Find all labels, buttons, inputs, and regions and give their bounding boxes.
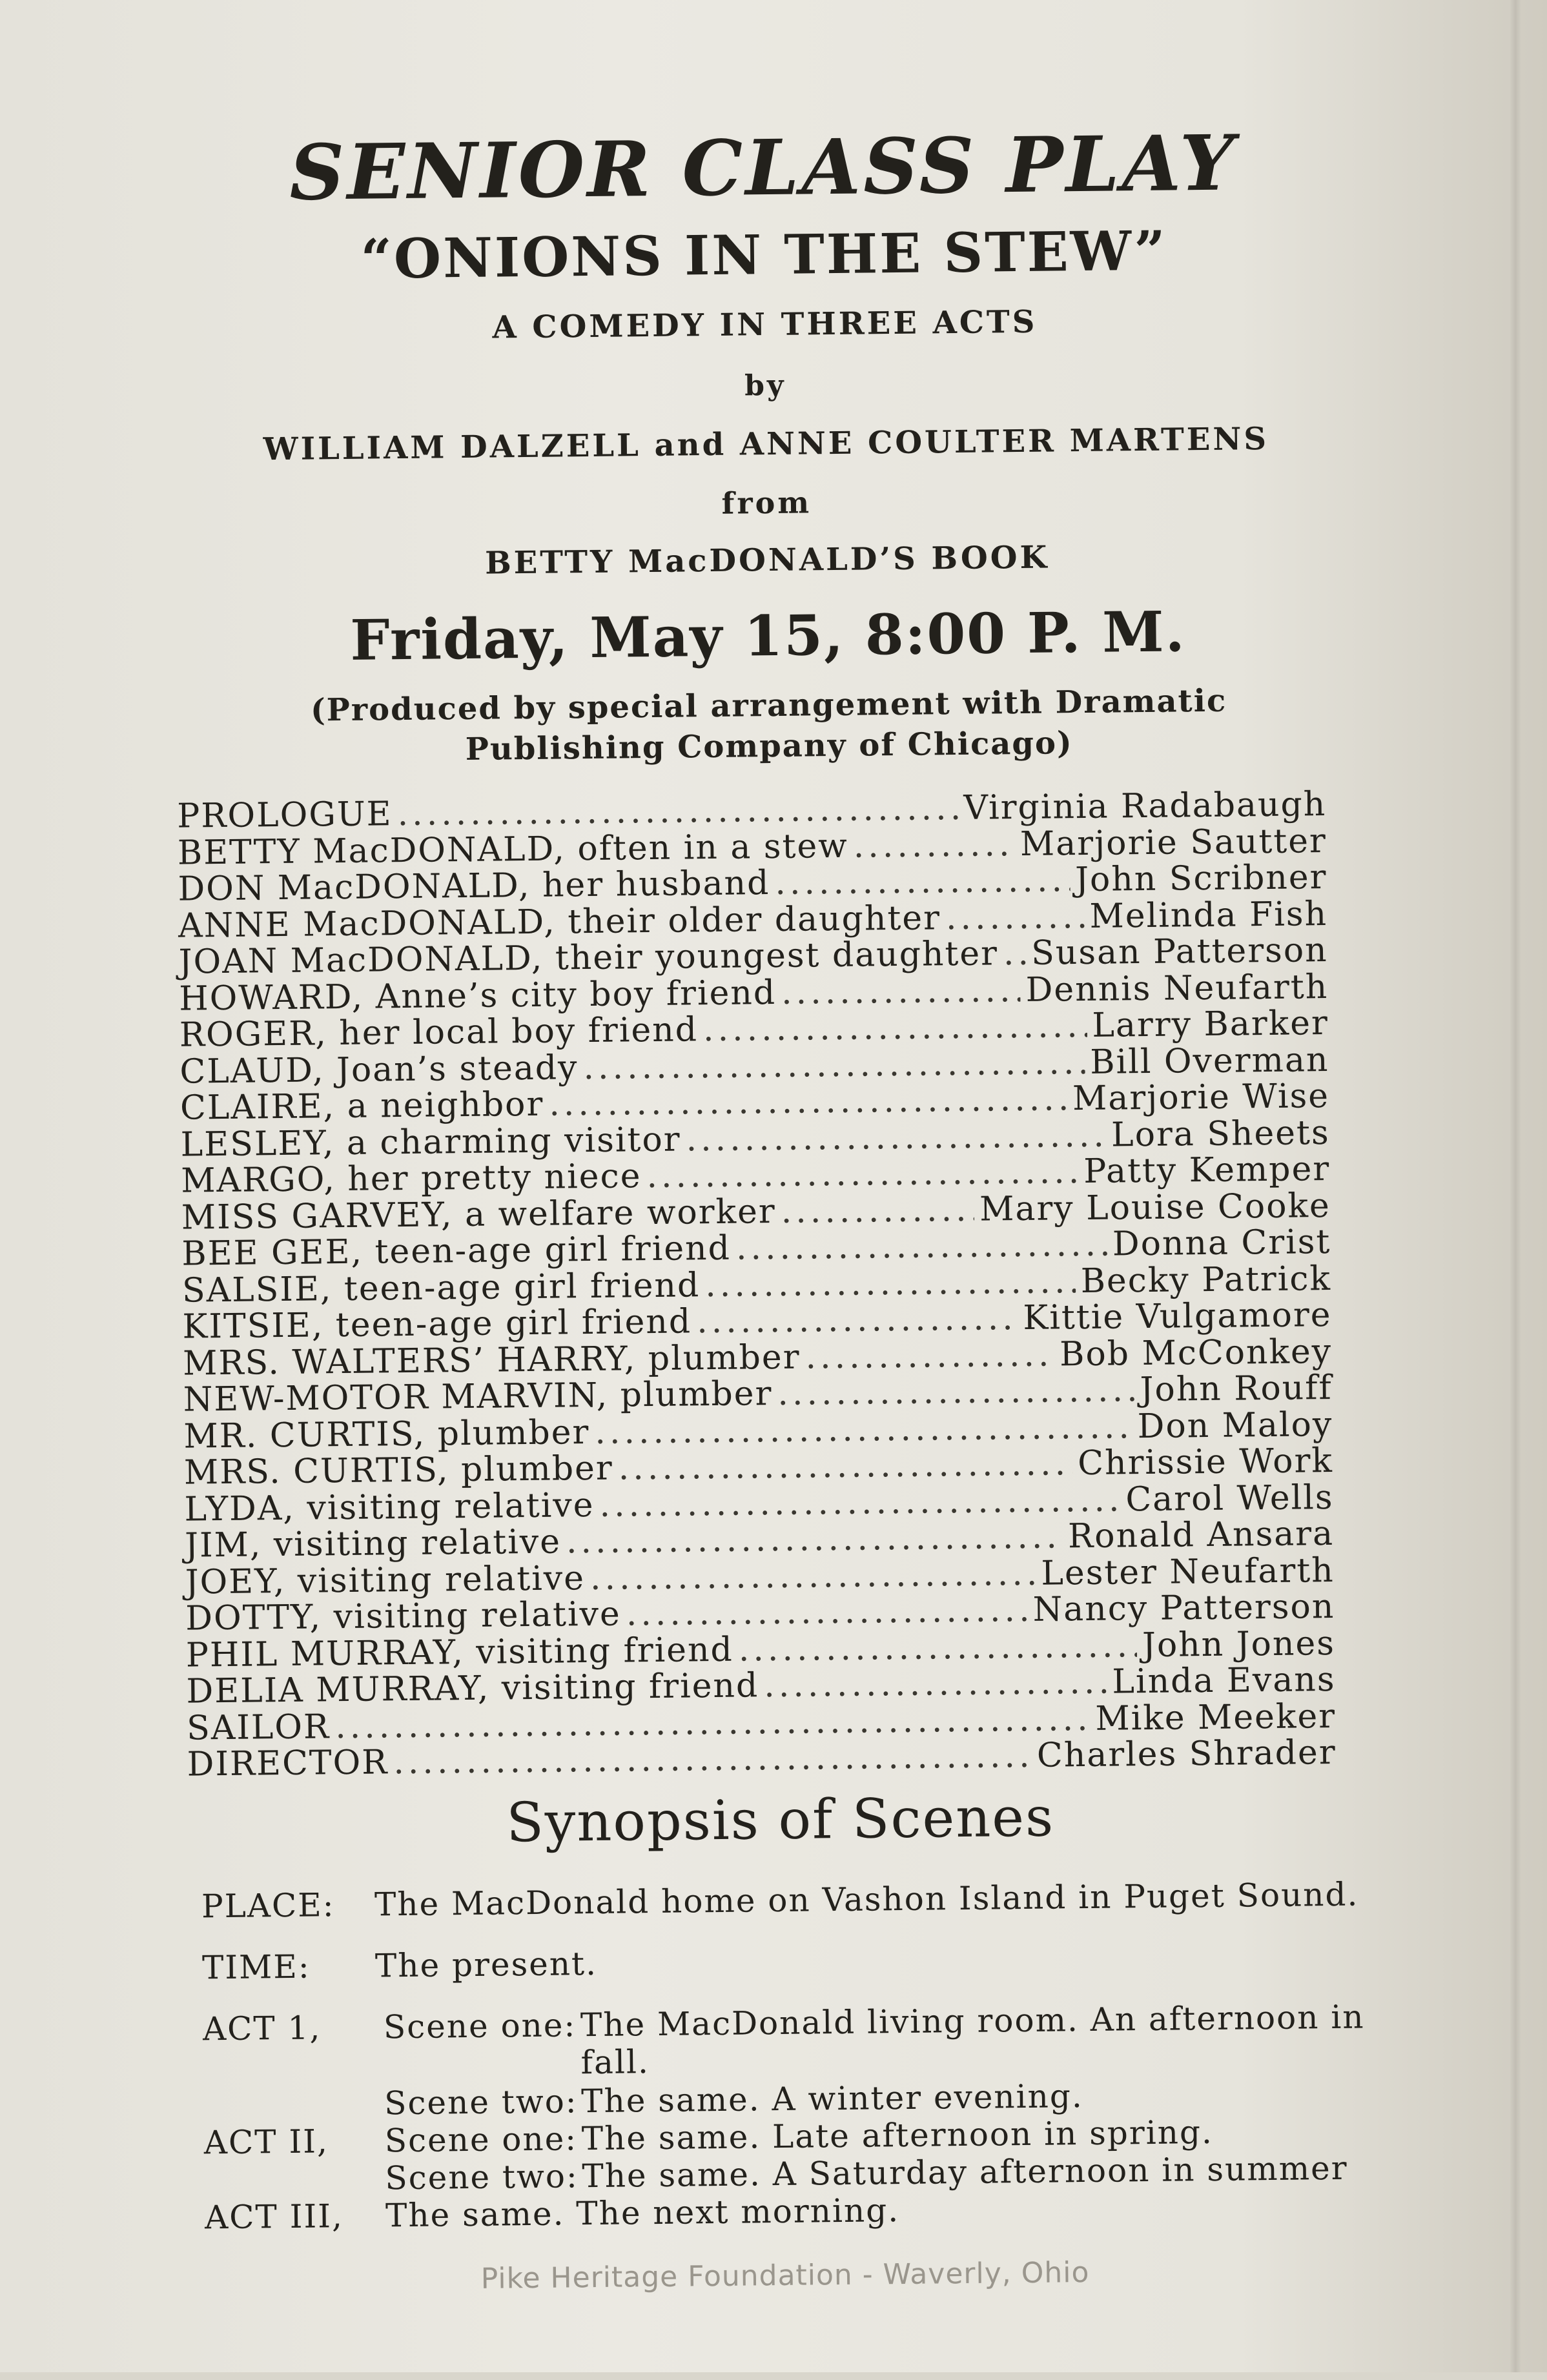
place-text: The MacDonald home on Vashon Island in Puget Sound. bbox=[374, 1875, 1359, 1924]
leader-dots bbox=[777, 1370, 1135, 1413]
cast-actor: Marjorie Wise bbox=[1072, 1077, 1330, 1119]
cast-role: ANNE MacDONALD, their older daughter bbox=[178, 898, 941, 946]
act2-scene2-label: Scene two: bbox=[385, 2157, 579, 2197]
cast-actor: Don Maloy bbox=[1137, 1405, 1333, 1446]
cast-actor: Dennis Neufarth bbox=[1025, 967, 1329, 1010]
cast-actor: Melinda Fish bbox=[1089, 894, 1328, 936]
leader-dots bbox=[946, 897, 1085, 937]
cast-actor: Becky Patrick bbox=[1080, 1259, 1332, 1301]
watermark-footer: Pike Heritage Foundation - Waverly, Ohio bbox=[480, 2255, 1090, 2295]
leader-dots bbox=[853, 825, 1015, 866]
cast-role: LYDA, visiting relative bbox=[184, 1485, 595, 1529]
play-name: “ONIONS IN THE STEW” bbox=[360, 218, 1168, 291]
act1-scene2-text: The same. A winter evening. bbox=[580, 2077, 1083, 2121]
synopsis-time bbox=[202, 1937, 1365, 1995]
act2-scene1-text: The same. Late afternoon in spring. bbox=[581, 2113, 1214, 2158]
cast-actor: Ronald Ansara bbox=[1067, 1514, 1335, 1556]
cast-actor: John Jones bbox=[1142, 1623, 1336, 1665]
play-genre: A COMEDY IN THREE ACTS bbox=[492, 303, 1038, 346]
act2-scene2-text: The same. A Saturday afternoon in summer bbox=[582, 2149, 1348, 2195]
cast-actor: John Rouff bbox=[1140, 1368, 1333, 1410]
cast-role: BETTY MacDONALD, often in a stew bbox=[177, 826, 849, 873]
cast-role: DOTTY, visiting relative bbox=[185, 1594, 622, 1638]
cast-actor: Lester Neufarth bbox=[1041, 1551, 1335, 1593]
cast-actor: Larry Barker bbox=[1092, 1004, 1329, 1045]
synopsis-title: Synopsis of Scenes bbox=[506, 1785, 1055, 1855]
cast-actor: Donna Crist bbox=[1112, 1222, 1331, 1264]
act2-scene1-label: Scene one: bbox=[384, 2120, 578, 2160]
cast-role: DELIA MURRAY, visiting friend bbox=[186, 1666, 759, 1711]
cast-role: JIM, visiting relative bbox=[184, 1522, 562, 1565]
act2-label: ACT II, bbox=[203, 2122, 329, 2162]
cast-role: NEW-MOTOR MARVIN, plumber bbox=[183, 1374, 773, 1419]
cast-role: CLAUD, Joan’s steady bbox=[179, 1048, 579, 1092]
leader-dots bbox=[1003, 934, 1027, 973]
cast-role: PROLOGUE bbox=[177, 795, 393, 836]
cast-list bbox=[177, 785, 1337, 1782]
act3-text: The same. The next morning. bbox=[385, 2192, 900, 2235]
cast-role: DIRECTOR bbox=[187, 1743, 389, 1784]
cast-role: ROGER, her local boy friend bbox=[179, 1010, 699, 1055]
cast-actor: Nancy Patterson bbox=[1032, 1587, 1335, 1629]
time-text: The present. bbox=[374, 1944, 598, 1985]
cast-role: MRS. CURTIS, plumber bbox=[183, 1449, 614, 1492]
cast-role: SAILOR bbox=[186, 1707, 331, 1748]
act1-label: ACT 1, bbox=[202, 2009, 322, 2048]
from-line: from bbox=[721, 485, 812, 521]
leader-dots bbox=[805, 1335, 1054, 1376]
credit-line-1: (Produced by special arrangement with Dramatic bbox=[310, 682, 1227, 729]
leader-dots bbox=[775, 860, 1070, 902]
cast-actor: Mike Meeker bbox=[1095, 1696, 1337, 1738]
cast-role: CLAIRE, a neighbor bbox=[179, 1084, 544, 1128]
synopsis-place bbox=[201, 1876, 1364, 1933]
cast-actor: Virginia Radabaugh bbox=[963, 785, 1327, 828]
time-label: TIME: bbox=[201, 1948, 311, 1987]
cast-actor: Bob McConkey bbox=[1059, 1332, 1333, 1374]
performance-datetime: Friday, May 15, 8:00 P. M. bbox=[349, 599, 1186, 673]
act1-scene2-label: Scene two: bbox=[384, 2082, 578, 2122]
cast-actor: Susan Patterson bbox=[1030, 931, 1328, 973]
leader-dots bbox=[781, 971, 1021, 1012]
act1-scene1-label: Scene one: bbox=[383, 2006, 577, 2046]
cast-role: JOEY, visiting relative bbox=[185, 1558, 586, 1602]
leader-dots bbox=[781, 1190, 974, 1230]
source-book: BETTY MacDONALD’S BOOK bbox=[484, 539, 1050, 582]
cast-role: HOWARD, Anne’s city boy friend bbox=[178, 973, 777, 1019]
page-title: SENIOR CLASS PLAY bbox=[289, 117, 1238, 218]
cast-role: SALSIE, teen-age girl friend bbox=[181, 1265, 701, 1310]
leader-dots bbox=[736, 1225, 1108, 1268]
leader-dots bbox=[764, 1663, 1107, 1705]
act1-scene1-row bbox=[202, 1998, 1366, 2082]
cast-role: BEE GEE, teen-age girl friend bbox=[181, 1228, 732, 1274]
act3-label: ACT III, bbox=[204, 2197, 344, 2237]
by-line: by bbox=[744, 369, 786, 403]
cast-role: LESLEY, a charming visitor bbox=[180, 1120, 681, 1165]
cast-role: MRS. WALTERS’ HARRY, plumber bbox=[182, 1337, 801, 1383]
cast-role: JOAN MacDONALD, their youngest daughter bbox=[178, 934, 999, 982]
cast-actor: Mary Louise Cooke bbox=[979, 1186, 1331, 1229]
cast-role: PHIL MURRAY, visiting friend bbox=[185, 1630, 734, 1675]
cast-actor: Linda Evans bbox=[1112, 1660, 1336, 1702]
authors: WILLIAM DALZELL and ANNE COULTER MARTENS bbox=[263, 420, 1269, 468]
place-label: PLACE: bbox=[201, 1886, 335, 1926]
leader-dots bbox=[393, 1736, 1032, 1782]
leader-dots bbox=[697, 1299, 1018, 1341]
cast-role: KITSIE, teen-age girl friend bbox=[182, 1302, 692, 1347]
cast-actor: John Scribner bbox=[1074, 858, 1327, 900]
leader-dots bbox=[703, 1006, 1087, 1049]
cast-actor: Carol Wells bbox=[1125, 1478, 1334, 1519]
synopsis-acts bbox=[202, 1998, 1367, 2237]
leader-dots bbox=[705, 1262, 1076, 1305]
cast-role: MISS GARVEY, a welfare worker bbox=[181, 1192, 777, 1237]
cast-actor: Bill Overman bbox=[1090, 1040, 1329, 1082]
act1-scene1-text: The MacDonald living room. An afternoon in fall. bbox=[580, 1998, 1365, 2082]
cast-actor: Lora Sheets bbox=[1111, 1113, 1330, 1155]
cast-role: MARGO, her pretty niece bbox=[180, 1157, 642, 1201]
cast-actor: Patty Kemper bbox=[1083, 1149, 1331, 1191]
credit-line-2: Publishing Company of Chicago) bbox=[465, 725, 1073, 768]
cast-role: DON MacDONALD, her husband bbox=[178, 864, 770, 909]
cast-actor: Kittie Vulgamore bbox=[1023, 1295, 1332, 1337]
cast-actor: Charles Shrader bbox=[1036, 1733, 1337, 1775]
cast-actor: Chrissie Work bbox=[1077, 1441, 1334, 1483]
cast-actor: Marjorie Sautter bbox=[1019, 821, 1327, 864]
cast-role: MR. CURTIS, plumber bbox=[183, 1412, 590, 1456]
